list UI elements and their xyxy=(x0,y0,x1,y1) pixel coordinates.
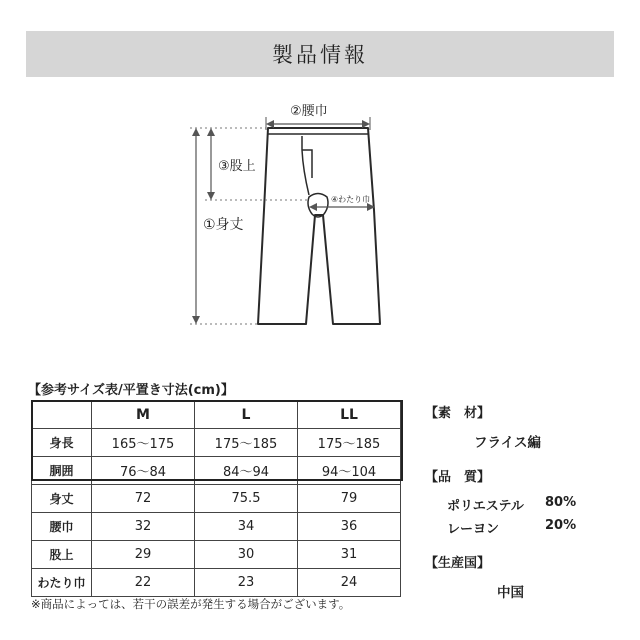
table-cell: 175～185 xyxy=(298,429,401,457)
size-table-header-row xyxy=(32,401,401,429)
quality-item-name: ポリエステル xyxy=(447,499,524,514)
size-column-header: M xyxy=(92,401,195,429)
row-label: わたり巾 xyxy=(32,569,92,597)
table-cell: 22 xyxy=(92,569,195,597)
quality-item-percent: 80% xyxy=(545,495,577,510)
table-cell: 36 xyxy=(298,513,401,541)
length-arrow-head-top xyxy=(192,128,200,136)
quality-item-percent: 20% xyxy=(545,518,577,533)
fly-line xyxy=(302,136,309,195)
rise-label: ③股上 xyxy=(218,159,256,174)
table-cell: 72 xyxy=(92,485,195,513)
table-cell: 29 xyxy=(92,541,195,569)
material-value: フライス編 xyxy=(474,435,541,451)
table-cell: 84～94 xyxy=(195,457,298,485)
thigh-label: ④わたり巾 xyxy=(331,195,371,204)
table-cell: 30 xyxy=(195,541,298,569)
table-cell: 94～104 xyxy=(298,457,401,485)
table-cell: 34 xyxy=(195,513,298,541)
row-label: 股上 xyxy=(32,541,92,569)
size-column-header: LL xyxy=(298,401,401,429)
table-cell: 32 xyxy=(92,513,195,541)
waist-arrow-head-right xyxy=(362,120,370,128)
table-row xyxy=(32,513,401,541)
quality-item xyxy=(447,518,577,537)
disclaimer-note: ※商品によっては、若干の誤差が発生する場合がございます。 xyxy=(31,597,351,611)
table-cell: 23 xyxy=(195,569,298,597)
size-table xyxy=(31,400,401,597)
quality-item xyxy=(447,495,577,514)
quality-label: 【品 質】 xyxy=(425,470,491,485)
table-row xyxy=(32,541,401,569)
waist-label: ②腰巾 xyxy=(290,104,328,119)
row-label: 身丈 xyxy=(32,485,92,513)
page-title: 製品情報 xyxy=(272,43,368,67)
quality-item-name: レーヨン xyxy=(447,522,500,537)
table-row xyxy=(32,429,401,457)
table-cell: 76～84 xyxy=(92,457,195,485)
table-cell: 24 xyxy=(298,569,401,597)
table-cell: 75.5 xyxy=(195,485,298,513)
table-cell: 31 xyxy=(298,541,401,569)
size-table-corner xyxy=(32,401,92,429)
table-row xyxy=(32,457,401,485)
table-cell: 175～185 xyxy=(195,429,298,457)
table-row xyxy=(32,485,401,513)
size-column-header: L xyxy=(195,401,298,429)
gusset-shape xyxy=(308,194,328,218)
row-label: 腰巾 xyxy=(32,513,92,541)
rise-arrow-head-top xyxy=(207,128,215,136)
rise-arrow-head-bottom xyxy=(207,192,215,200)
table-row xyxy=(32,569,401,597)
pants-outline xyxy=(258,128,380,324)
length-label: ①身丈 xyxy=(203,217,244,233)
table-cell: 79 xyxy=(298,485,401,513)
origin-value: 中国 xyxy=(497,585,524,601)
size-table-caption: 【参考サイズ表/平置き寸法(cm)】 xyxy=(28,383,234,398)
table-cell: 165～175 xyxy=(92,429,195,457)
row-label: 身長 xyxy=(32,429,92,457)
waist-arrow-head-left xyxy=(266,120,274,128)
origin-label: 【生産国】 xyxy=(425,556,491,571)
length-arrow-head-bottom xyxy=(192,316,200,324)
row-label: 胴囲 xyxy=(32,457,92,485)
material-label: 【素 材】 xyxy=(425,406,491,421)
